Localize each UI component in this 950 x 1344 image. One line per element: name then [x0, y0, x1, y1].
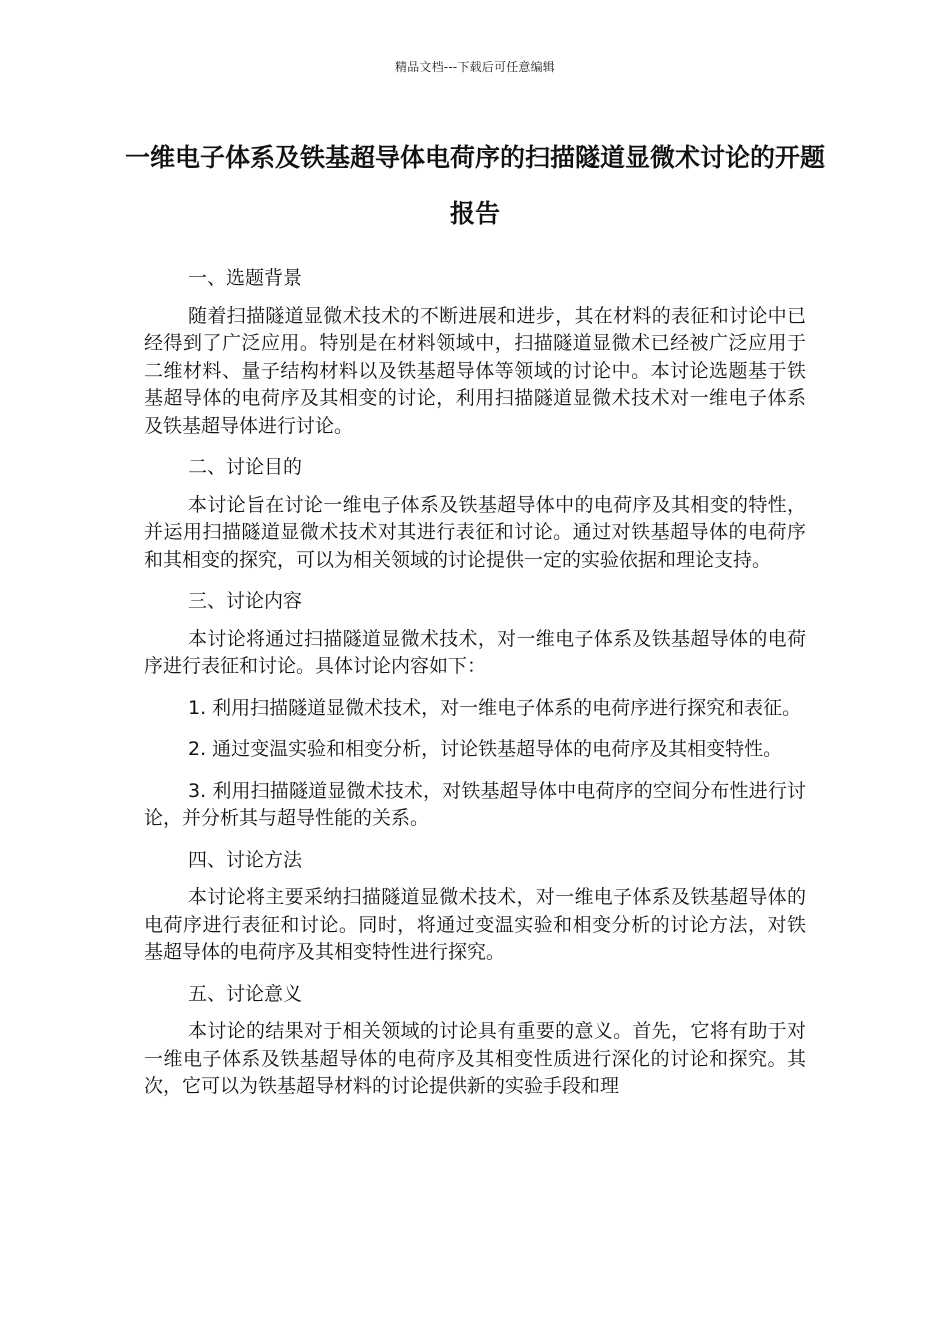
section-heading-purpose: 二、讨论目的 — [188, 456, 303, 478]
page-header: 精品文档---下载后可任意编辑 — [395, 60, 555, 74]
section-paragraph-content: 本讨论将通过扫描隧道显微术技术，对一维电子体系及铁基超导体的电荷序进行表征和讨论。具体讨论内容如下： — [144, 627, 806, 677]
section-heading-significance: 五、讨论意义 — [188, 982, 303, 1005]
document-body — [144, 265, 806, 1115]
content-list-item: 3. 利用扫描隧道显微术技术，对铁基超导体中电荷序的空间分布性进行讨论，并分析其与超导性能的关系。 — [144, 779, 806, 829]
section-paragraph-background: 随着扫描隧道显微术技术的不断进展和进步，其在材料的表征和讨论中已经得到了广泛应用。特别是在材料领域中，扫描隧道显微术已经被广泛应用于二维材料、量子结构材料以及铁基超导体等领域的讨论中。本讨论选题基于铁基超导体的电荷序及其相变的讨论，利用扫描隧道显微术技术对一维电子体系及铁基超导体进行讨论。 — [144, 304, 806, 437]
section-heading-content: 三、讨论内容 — [188, 590, 303, 612]
document-title: 一维电子体系及铁基超导体电荷序的扫描隧道显微术讨论的开题报告 — [124, 143, 825, 228]
section-paragraph-significance: 本讨论的结果对于相关领域的讨论具有重要的意义。首先，它将有助于对一维电子体系及铁基超导体的电荷序及其相变性质进行深化的讨论和探究。其次，它可以为铁基超导材料的讨论提供新的实验手段和理 — [144, 1020, 806, 1097]
content-list-item: 1. 利用扫描隧道显微术技术，对一维电子体系的电荷序进行探究和表征。 — [188, 696, 802, 719]
section-paragraph-purpose: 本讨论旨在讨论一维电子体系及铁基超导体中的电荷序及其相变的特性，并运用扫描隧道显微术技术对其进行表征和讨论。通过对铁基超导体的电荷序和其相变的探究，可以为相关领域的讨论提供一定的实验依据和理论支持。 — [144, 493, 806, 571]
section-heading-background: 一、选题背景 — [188, 267, 303, 289]
content-list-item: 2. 通过变温实验和相变分析，讨论铁基超导体的电荷序及其相变特性。 — [188, 738, 783, 760]
section-paragraph-method: 本讨论将主要采纳扫描隧道显微术技术，对一维电子体系及铁基超导体的电荷序进行表征和讨论。同时，将通过变温实验和相变分析的讨论方法，对铁基超导体的电荷序及其相变特性进行探究。 — [144, 886, 806, 963]
section-heading-method: 四、讨论方法 — [188, 848, 303, 871]
